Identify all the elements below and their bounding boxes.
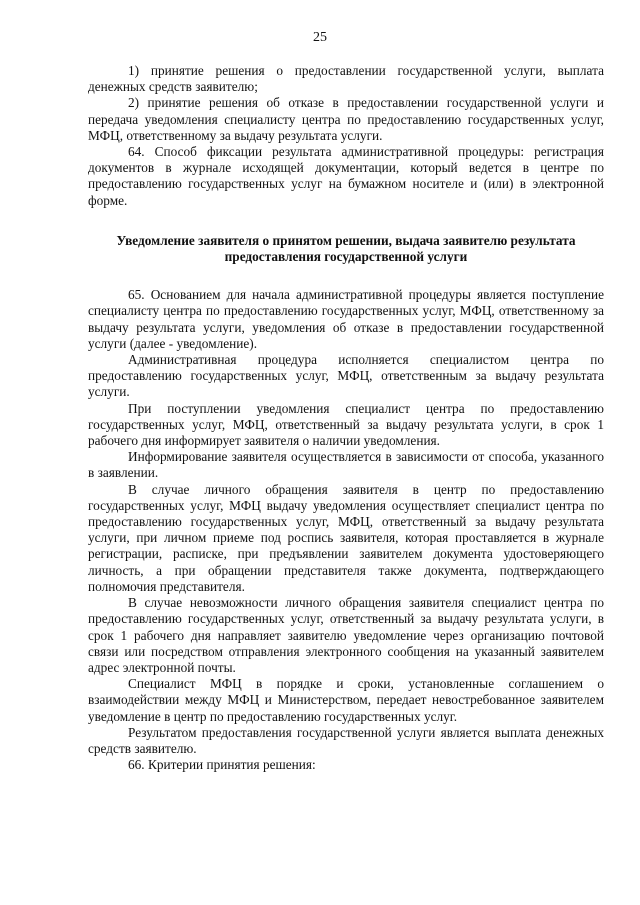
paragraph-64: 64. Способ фиксации результата административной процедуры: регистрация документов в журнале исходящей документации, который ведется в центре по предоставлению государственных услуг на бумажном носителе и (или) в электронной форме.: [88, 144, 604, 208]
paragraph-result: Результатом предоставления государственной услуги является выплата денежных средств заявителю.: [88, 724, 604, 756]
paragraph-item-1: 1) принятие решения о предоставлении государственной услуги, выплата денежных средств заявителю;: [88, 63, 604, 95]
paragraph-notification-receipt: При поступлении уведомления специалист центра по предоставлению государственных услуг, МФЦ, ответственный за выдачу результата услуги, в срок 1 рабочего дня информирует заявителя о наличии уведомления.: [88, 400, 604, 449]
paragraph-informing-method: Информирование заявителя осуществляется в зависимости от способа, указанного в заявлении.: [88, 449, 604, 481]
paragraph-66: 66. Критерии принятия решения:: [128, 757, 316, 773]
paragraph-personal-visit: В случае личного обращения заявителя в центр по предоставлению государственных услуг, МФЦ выдачу уведомления осуществляет специалист центра по предоставлению государственных услуг, МФЦ, ответственный за выдачу результата услуги, при личном приеме под роспись заявителя, которая проставляется в журнале регистрации, расписке, при предъявлении заявителем документа удостоверяющего личность, а при обращении представителя также документа, подтверждающего полномочия представителя.: [88, 481, 604, 594]
paragraph-procedure-executor: Административная процедура исполняется специалистом центра по предоставлению государственных услуг, МФЦ, ответственным за выдачу результата услуги.: [88, 352, 604, 400]
page-number: 25: [313, 30, 327, 45]
paragraph-65: 65. Основанием для начала административной процедуры является поступление специалисту центра по предоставлению государственных услуг, МФЦ, ответственному за выдачу результата услуги, уведомления об отказе в предоставлении государственной услуги (далее - уведомление).: [88, 287, 604, 351]
section-heading: Уведомление заявителя о принятом решении, выдача заявителю результата предоставления государственной услуги: [116, 232, 576, 265]
paragraph-mfc-transfer: Специалист МФЦ в порядке и сроки, установленные соглашением о взаимодействии между МФЦ и Министерством, передает невостребованное заявителем уведомление в центр по предоставлению государственных услуг.: [88, 676, 604, 724]
page-content: [88, 63, 604, 773]
paragraph-no-personal-visit: В случае невозможности личного обращения заявителя специалист центра по предоставлению государственных услуг, ответственный за выдачу результата услуги, в срок 1 рабочего дня направляет заявителю уведомление через организацию почтовой связи или посредством отправления электронного сообщения на указанный заявителем адрес электронной почты.: [88, 595, 604, 675]
paragraph-item-2: 2) принятие решения об отказе в предоставлении государственной услуги и передача уведомления специалисту центра по предоставлению государственных услуг, МФЦ, ответственному за выдачу результата услуги.: [88, 95, 604, 143]
